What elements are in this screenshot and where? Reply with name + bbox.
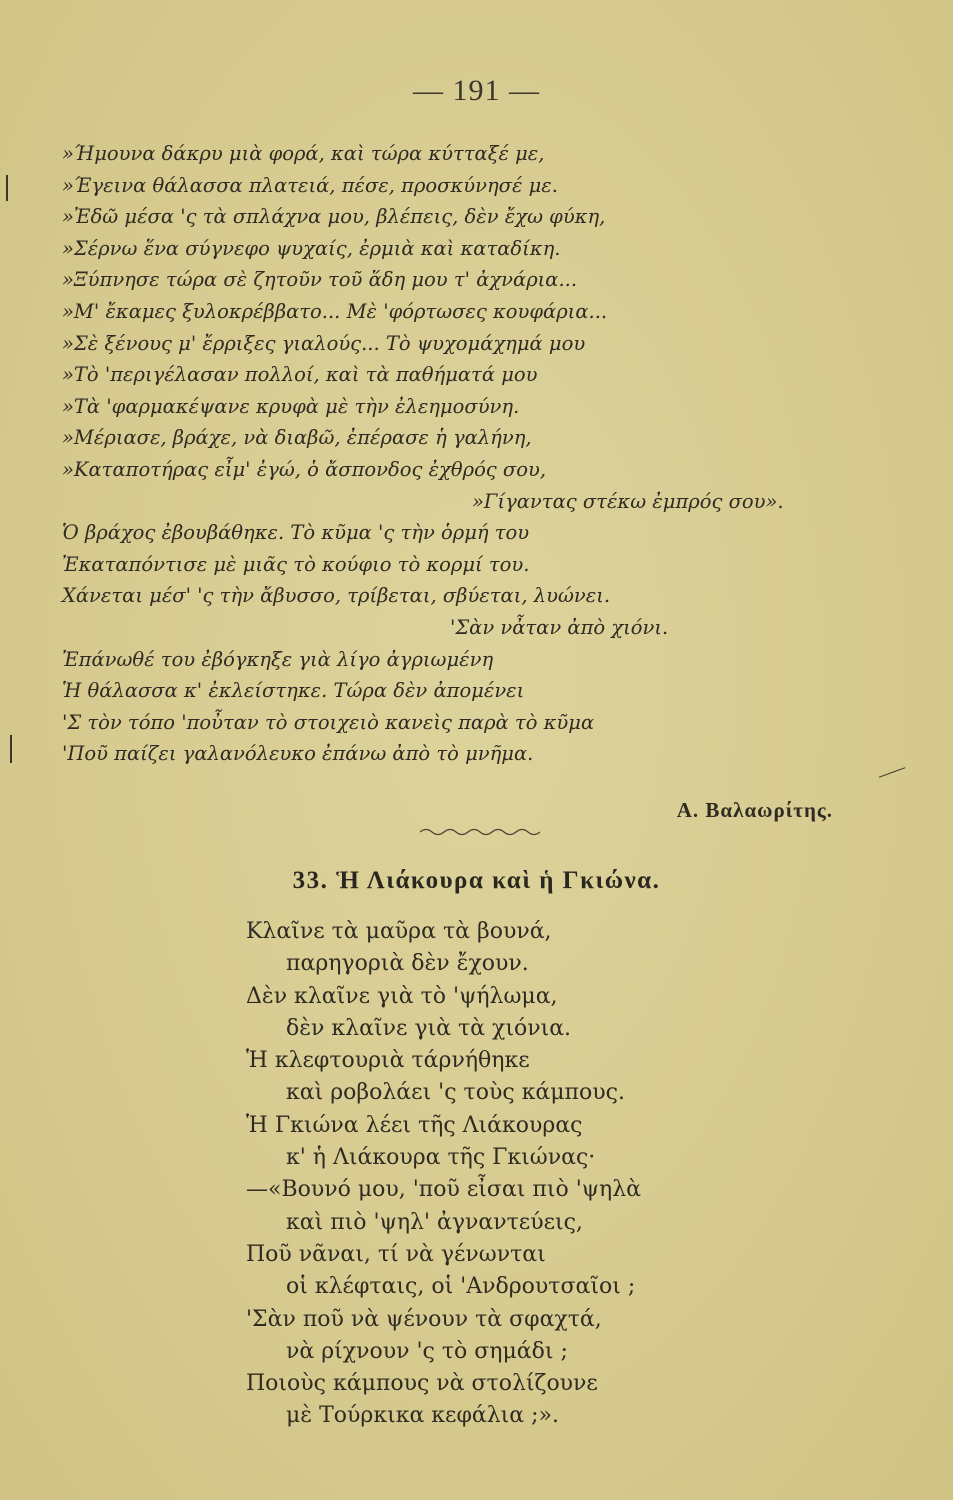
poem-line: 'Σ τὸν τόπο 'ποὖταν τὸ στοιχειὸ κανεὶς παρὰ τὸ κῦμα bbox=[62, 710, 595, 734]
margin-mark bbox=[6, 175, 8, 201]
poem-liakoura-gkiona bbox=[246, 916, 886, 1433]
poem-line: κ' ἡ Λιάκουρα τῆς Γκιώνας· bbox=[286, 1145, 596, 1171]
margin-mark bbox=[10, 735, 12, 763]
poem-line: Ἡ Γκιώνα λέει τῆς Λιάκουρας bbox=[246, 1112, 583, 1138]
poem-line: Ποῦ νᾶναι, τί νὰ γένωνται bbox=[246, 1241, 546, 1267]
poem-line: Ἐπάνωθέ του ἐβόγκηξε γιὰ λίγο ἀγριωμένη bbox=[62, 647, 494, 671]
poem-line: »Τὰ 'φαρμακέψανε κρυφὰ μὲ τὴν ἐλεημοσύνη. bbox=[62, 394, 520, 418]
section-title: 33. Ἡ Λιάκουρα καὶ ἡ Γκιώνα. bbox=[292, 867, 661, 894]
poem-line: »Γίγαντας στέκω ἐμπρός σου». bbox=[472, 489, 784, 513]
poem-line: Ἡ θάλασσα κ' ἐκλείστηκε. Τώρα δὲν ἀπομένει bbox=[62, 679, 525, 703]
poem-line: Ἐκαταπόντισε μὲ μιᾶς τὸ κούφιο τὸ κορμί του. bbox=[62, 552, 530, 576]
poem-line: οἱ κλέφταις, οἱ 'Ανδρουτσαῖοι ; bbox=[286, 1274, 636, 1300]
poem-line: »Μ' ἔκαμες ξυλοκρέββατο... Μὲ 'φόρτωσες κουφάρια... bbox=[62, 299, 608, 323]
poem-line: παρηγοριὰ δὲν ἔχουν. bbox=[286, 951, 529, 977]
poem-line: »Τὸ 'περιγέλασαν πολλοί, καὶ τὰ παθήματά μου bbox=[62, 363, 538, 387]
poem-line: »Ξύπνησε τώρα σὲ ζητοῦν τοῦ ἅδη μου τ' ἀχνάρια... bbox=[62, 268, 578, 292]
poem-line: 'Σὰν νἆταν ἀπὸ χιόνι. bbox=[450, 615, 669, 639]
poem-line: »Σὲ ξένους μ' ἔρριξες γιαλούς... Τὸ ψυχομάχημά μου bbox=[62, 331, 586, 355]
author-signature: Α. Βαλαωρίτης. bbox=[676, 798, 833, 822]
poem-line: Κλαῖνε τὰ μαῦρα τὰ βουνά, bbox=[246, 919, 552, 944]
poem-line: νὰ ρίχνουν 'ς τὸ σημάδι ; bbox=[286, 1338, 568, 1364]
poem-line: μὲ Τούρκικα κεφάλια ;». bbox=[286, 1403, 559, 1429]
poem-line: Ἡ κλεφτουριὰ τάρνήθηκε bbox=[246, 1048, 530, 1074]
poem-line: Ποιοὺς κάμπους νὰ στολίζουνε bbox=[246, 1371, 598, 1397]
ornament-divider bbox=[420, 824, 540, 840]
poem-line: »Ήμουνα δάκρυ μιὰ φορά, καὶ τώρα κύτταξέ με, bbox=[62, 142, 545, 165]
poem-line: »Ἐδῶ μέσα 'ς τὰ σπλάχνα μου, βλέπεις, δὲν ἔχω φύκη, bbox=[62, 205, 606, 229]
poem-line: »Καταποτήρας εἶμ' ἐγώ, ὁ ἄσπονδος ἐχθρός σου, bbox=[62, 457, 547, 481]
poem-line: »Μέριασε, βράχε, νὰ διαβῶ, ἐπέρασε ἡ γαλήνη, bbox=[62, 426, 532, 450]
poem-line: καὶ ροβολάει 'ς τοὺς κάμπους. bbox=[286, 1080, 625, 1106]
poem-line: 'Ποῦ παίζει γαλανόλευκο ἐπάνω ἀπὸ τὸ μνῆμα. bbox=[62, 742, 534, 766]
poem-line: Χάνεται μέσ' 'ς τὴν ἄβυσσο, τρίβεται, σβύεται, λυώνει. bbox=[62, 584, 611, 608]
poem-valaoritis bbox=[62, 138, 922, 770]
poem-line: —«Βουνό μου, 'ποῦ εἶσαι πιὸ 'ψηλὰ bbox=[246, 1177, 642, 1203]
poem-line: »Έγεινα θάλασσα πλατειά, πέσε, προσκύνησέ με. bbox=[62, 173, 558, 197]
poem-line: καὶ πιὸ 'ψηλ' ἀγναντεύεις, bbox=[286, 1209, 583, 1235]
poem-line: δὲν κλαῖνε γιὰ τὰ χιόνια. bbox=[286, 1015, 572, 1041]
page-number: — 191 — bbox=[413, 74, 540, 107]
poem-line: »Σέρνω ἕνα σύγνεφο ψυχαίς, ἐρμιὰ καὶ καταδίκη. bbox=[62, 236, 561, 260]
poem-line: 'Σὰν ποῦ νὰ ψένουν τὰ σφαχτά, bbox=[246, 1306, 602, 1332]
poem-line: Ὁ βράχος ἐβουβάθηκε. Τὸ κῦμα 'ς τὴν ὁρμή του bbox=[62, 521, 530, 545]
poem-line: Δὲν κλαῖνε γιὰ τὸ 'ψήλωμα, bbox=[246, 983, 558, 1009]
